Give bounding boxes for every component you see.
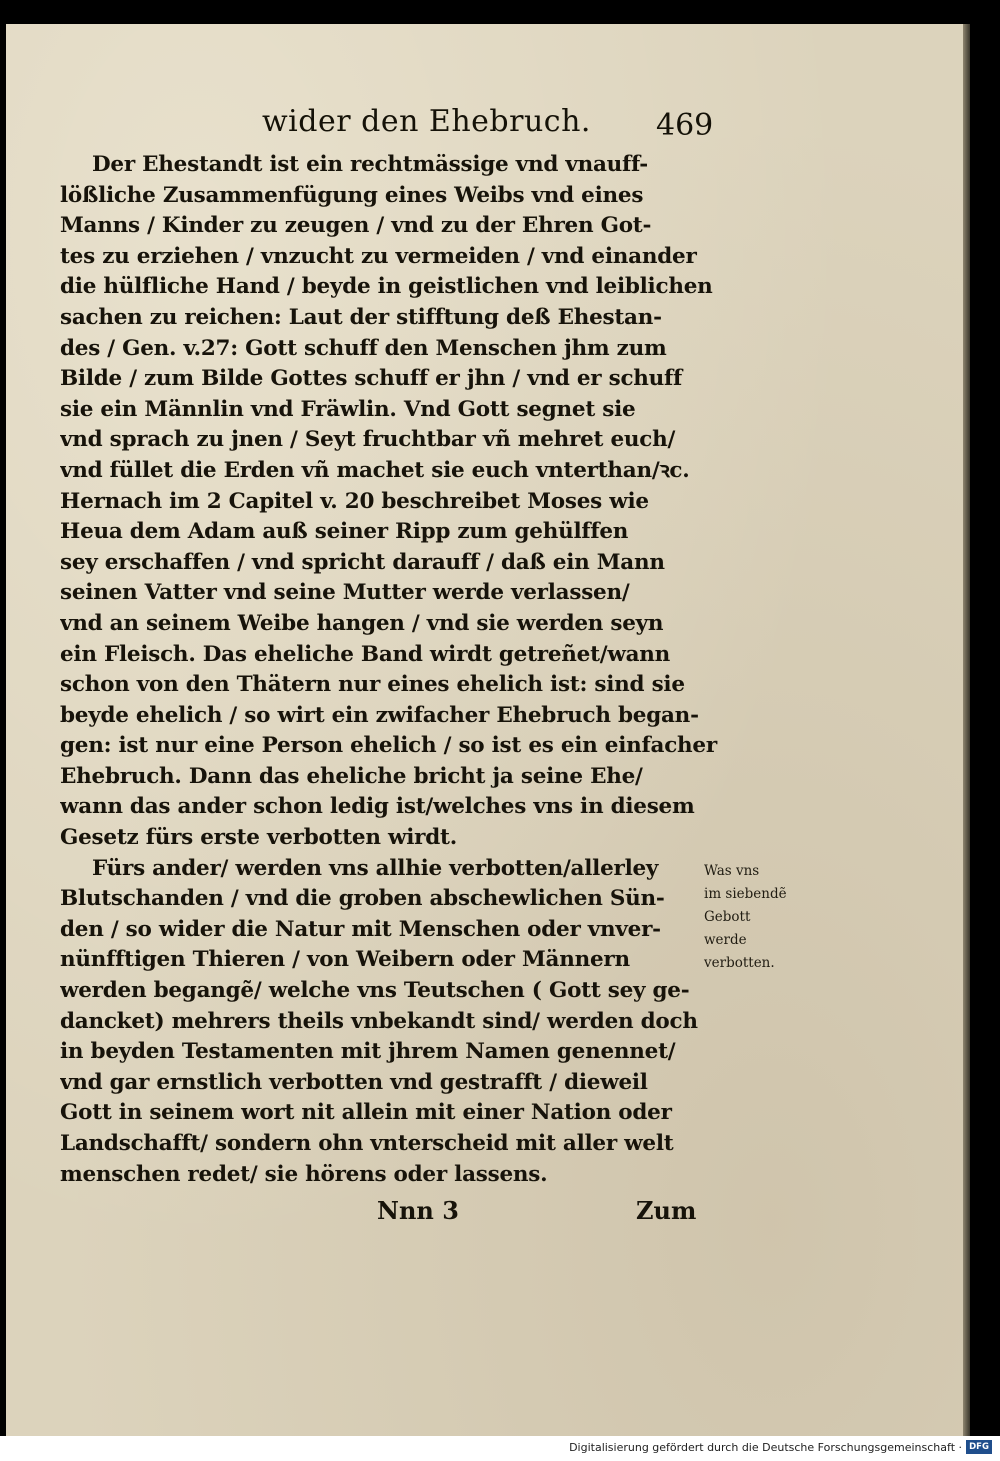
text-line: Bilde / zum Bilde Gottes schuff er jhn / vnd er schuff (60, 366, 683, 392)
dfg-logo-icon: DFG (966, 1440, 992, 1454)
margin-note-line: verbotten. (704, 955, 775, 971)
text-line: Blutschanden / vnd die groben abschewlichen Sün- (60, 886, 665, 912)
margin-note (704, 860, 814, 975)
catchword: Zum (636, 1196, 697, 1225)
text-line: vnd sprach zu jnen / Seyt fruchtbar vñ mehret euch/ (60, 427, 676, 453)
text-line: den / so wider die Natur mit Menschen oder vnver- (60, 916, 661, 942)
text-line: vnd füllet die Erden vñ machet sie euch vnterthan/ꝛc. (60, 457, 690, 483)
footer-bar (0, 1436, 1000, 1461)
text-line: ein Fleisch. Das eheliche Band wirdt getreñet/wann (60, 641, 671, 667)
text-line: vnd gar ernstlich verbotten vnd gestrafft / dieweil (60, 1069, 648, 1095)
text-line: Hernach im 2 Capitel v. 20 beschreibet Moses wie (60, 488, 649, 514)
text-line: die hülfliche Hand / beyde in geistlichen vnd leiblichen (60, 274, 713, 300)
text-line: tes zu erziehen / vnzucht zu vermeiden / vnd einander (60, 243, 697, 269)
text-line: Der Ehestandt ist ein rechtmässige vnd vnauff- (92, 152, 648, 177)
margin-note-line: Was vns (704, 863, 760, 879)
margin-note-line: werde (704, 932, 747, 948)
text-line: menschen redet/ sie hörens oder lassens. (60, 1161, 548, 1187)
text-line: Fürs ander/ werden vns allhie verbotten/allerley (92, 855, 659, 881)
text-line: wann das ander schon ledig ist/welches vns in diesem (60, 794, 695, 820)
text-line: werden begangẽ/ welche vns Teutschen ( Gott sey ge- (60, 978, 690, 1004)
page-number: 469 (656, 108, 714, 143)
paragraph-1 (60, 150, 720, 854)
text-line: lößliche Zusammenfügung eines Weibs vnd eines (60, 182, 644, 208)
signature-mark: Nnn 3 (377, 1196, 459, 1225)
text-line: Ehebruch. Dann das eheliche bricht ja seine Ehe/ (60, 763, 643, 789)
running-head: wider den Ehebruch. (262, 104, 591, 139)
text-line: in beyden Testamenten mit jhrem Namen genennet/ (60, 1039, 676, 1065)
page-edge (963, 24, 970, 1436)
text-line: gen: ist nur eine Person ehelich / so ist es ein einfacher (60, 733, 717, 759)
footer-credit: Digitalisierung gefördert durch die Deutsche Forschungsgemeinschaft · (569, 1441, 962, 1454)
text-line: sey erschaffen / vnd spricht darauff / daß ein Mann (60, 549, 665, 575)
text-line: beyde ehelich / so wirt ein zwifacher Ehebruch began- (60, 702, 699, 728)
text-line: schon von den Thätern nur eines ehelich ist: sind sie (60, 672, 685, 698)
body-text (60, 150, 720, 1190)
text-line: sie ein Männlin vnd Fräwlin. Vnd Gott segnet sie (60, 396, 636, 422)
text-line: des / Gen. v.27: Gott schuff den Menschen jhm zum (60, 335, 667, 361)
paragraph-2 (60, 854, 720, 1191)
text-line: vnd an seinem Weibe hangen / vnd sie werden seyn (60, 610, 664, 636)
margin-note-line: im siebendẽ (704, 886, 787, 902)
text-line: nünfftigen Thieren / von Weibern oder Männern (60, 947, 630, 973)
text-line: sachen zu reichen: Laut der stifftung deß Ehestan- (60, 304, 662, 330)
text-line: Gesetz fürs erste verbotten wirdt. (60, 825, 457, 851)
text-line: Landschafft/ sondern ohn vnterscheid mit aller welt (60, 1131, 674, 1156)
text-line: seinen Vatter vnd seine Mutter werde verlassen/ (60, 580, 630, 606)
text-line: Heua dem Adam auß seiner Ripp zum gehülffen (60, 519, 629, 545)
text-line: Manns / Kinder zu zeugen / vnd zu der Ehren Got- (60, 213, 652, 239)
text-line: dancket) mehrers theils vnbekandt sind/ werden doch (60, 1008, 698, 1034)
margin-note-line: Gebott (704, 909, 751, 925)
text-line: Gott in seinem wort nit allein mit einer Nation oder (60, 1100, 672, 1126)
